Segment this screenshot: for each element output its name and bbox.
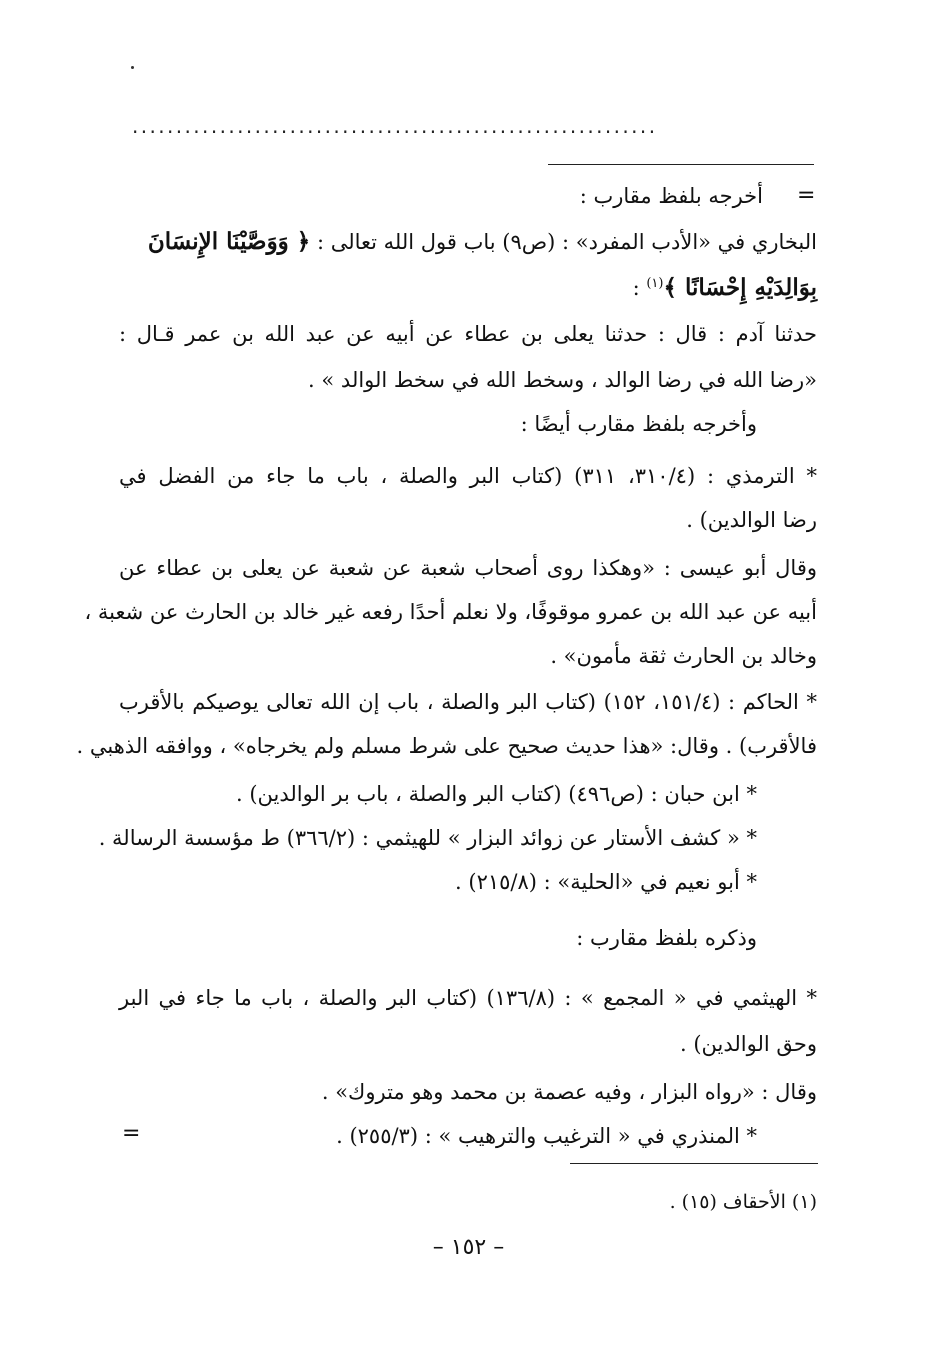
text-line-4: حدثنا آدم : قال : حدثنا يعلى بن عطاء عن أبيه عن عبد الله بن عمر قـال : xyxy=(119,322,817,346)
text-line-10: أبيه عن عبد الله بن عمرو موقوفًا، ولا نعلم أحدًا رفعه غير خالد بن الحارث عن شعبة ، xyxy=(84,600,817,624)
text-line-14: * ابن حبان : (ص٤٩٦) (كتاب البر والصلة ، باب بر الوالدين) . xyxy=(235,782,757,806)
text-line-11: وخالد بن الحارث ثقة مأمون» . xyxy=(550,644,817,668)
text-line-20: وقال : «رواه البزار ، وفيه عصمة بن محمد وهو متروك» . xyxy=(321,1080,817,1104)
page-number: – ١٥٢ – xyxy=(432,1235,505,1260)
text-line-3-tail: : xyxy=(632,276,647,300)
quran-verse-part-2: بِوَالِدَيْهِ إِحْسَانًا ﴾ xyxy=(663,274,817,301)
text-line-3 xyxy=(119,268,817,304)
text-line-8: رضا الوالدين) . xyxy=(686,508,817,532)
text-line-21: * المنذري في « الترغيب والترهيب » : (٢٥٥/٣) . xyxy=(336,1124,757,1148)
stray-dot xyxy=(131,66,134,69)
dotted-separator: ............................................................ xyxy=(132,114,658,138)
text-line-5: «رضا الله في رضا الوالد ، وسخط الله في سخط الوالد » . xyxy=(308,368,817,392)
text-line-7: * الترمذي : (٣١٠/٤، ٣١١) (كتاب البر والصلة ، باب ما جاء من الفضل في xyxy=(119,464,817,488)
text-line-17: وذكره بلفظ مقارب : xyxy=(576,926,757,950)
text-line-13: فالأقرب) . وقال: «هذا حديث صحيح على شرط مسلم ولم يخرجاه» ، ووافقه الذهبي . xyxy=(76,734,817,758)
text-line-12: * الحاكم : (١٥١/٤، ١٥٢) (كتاب البر والصلة ، باب إن الله تعالى يوصيكم بالأقرب xyxy=(119,690,817,714)
quran-verse-part-1: ﴿ وَوَصَّيْنَا الإِنسَانَ xyxy=(147,228,311,255)
header-rule xyxy=(548,164,814,165)
continuation-mark-end: = xyxy=(122,1121,141,1146)
text-line-16: * أبو نعيم في «الحلية» : (٢١٥/٨) . xyxy=(455,870,757,894)
text-line-2-text: البخاري في «الأدب المفرد» : (ص٩) باب قول الله تعالى : xyxy=(310,230,817,254)
footnote-1: (١) الأحقاف (١٥) . xyxy=(669,1191,817,1213)
text-line-18: * الهيثمي في « المجمع » : (١٣٦/٨) (كتاب البر والصلة ، باب ما جاء في البر xyxy=(119,986,817,1010)
text-line-1: أخرجه بلفظ مقارب : xyxy=(579,184,763,208)
text-line-15: * « كشف الأستار عن زوائد البزار » للهيثمي : (٣٦٦/٢) ط مؤسسة الرسالة . xyxy=(98,826,757,850)
footnote-ref-1: (١) xyxy=(646,276,664,291)
text-line-2 xyxy=(119,226,817,258)
text-line-6: وأخرجه بلفظ مقارب أيضًا : xyxy=(520,412,757,436)
continuation-mark-start: = xyxy=(797,183,816,208)
text-line-9: وقال أبو عيسى : «وهكذا روى أصحاب شعبة عن شعبة عن يعلى بن عطاء عن xyxy=(119,556,817,580)
text-line-19: وحق الوالدين) . xyxy=(679,1032,817,1056)
footnote-rule xyxy=(570,1163,818,1164)
